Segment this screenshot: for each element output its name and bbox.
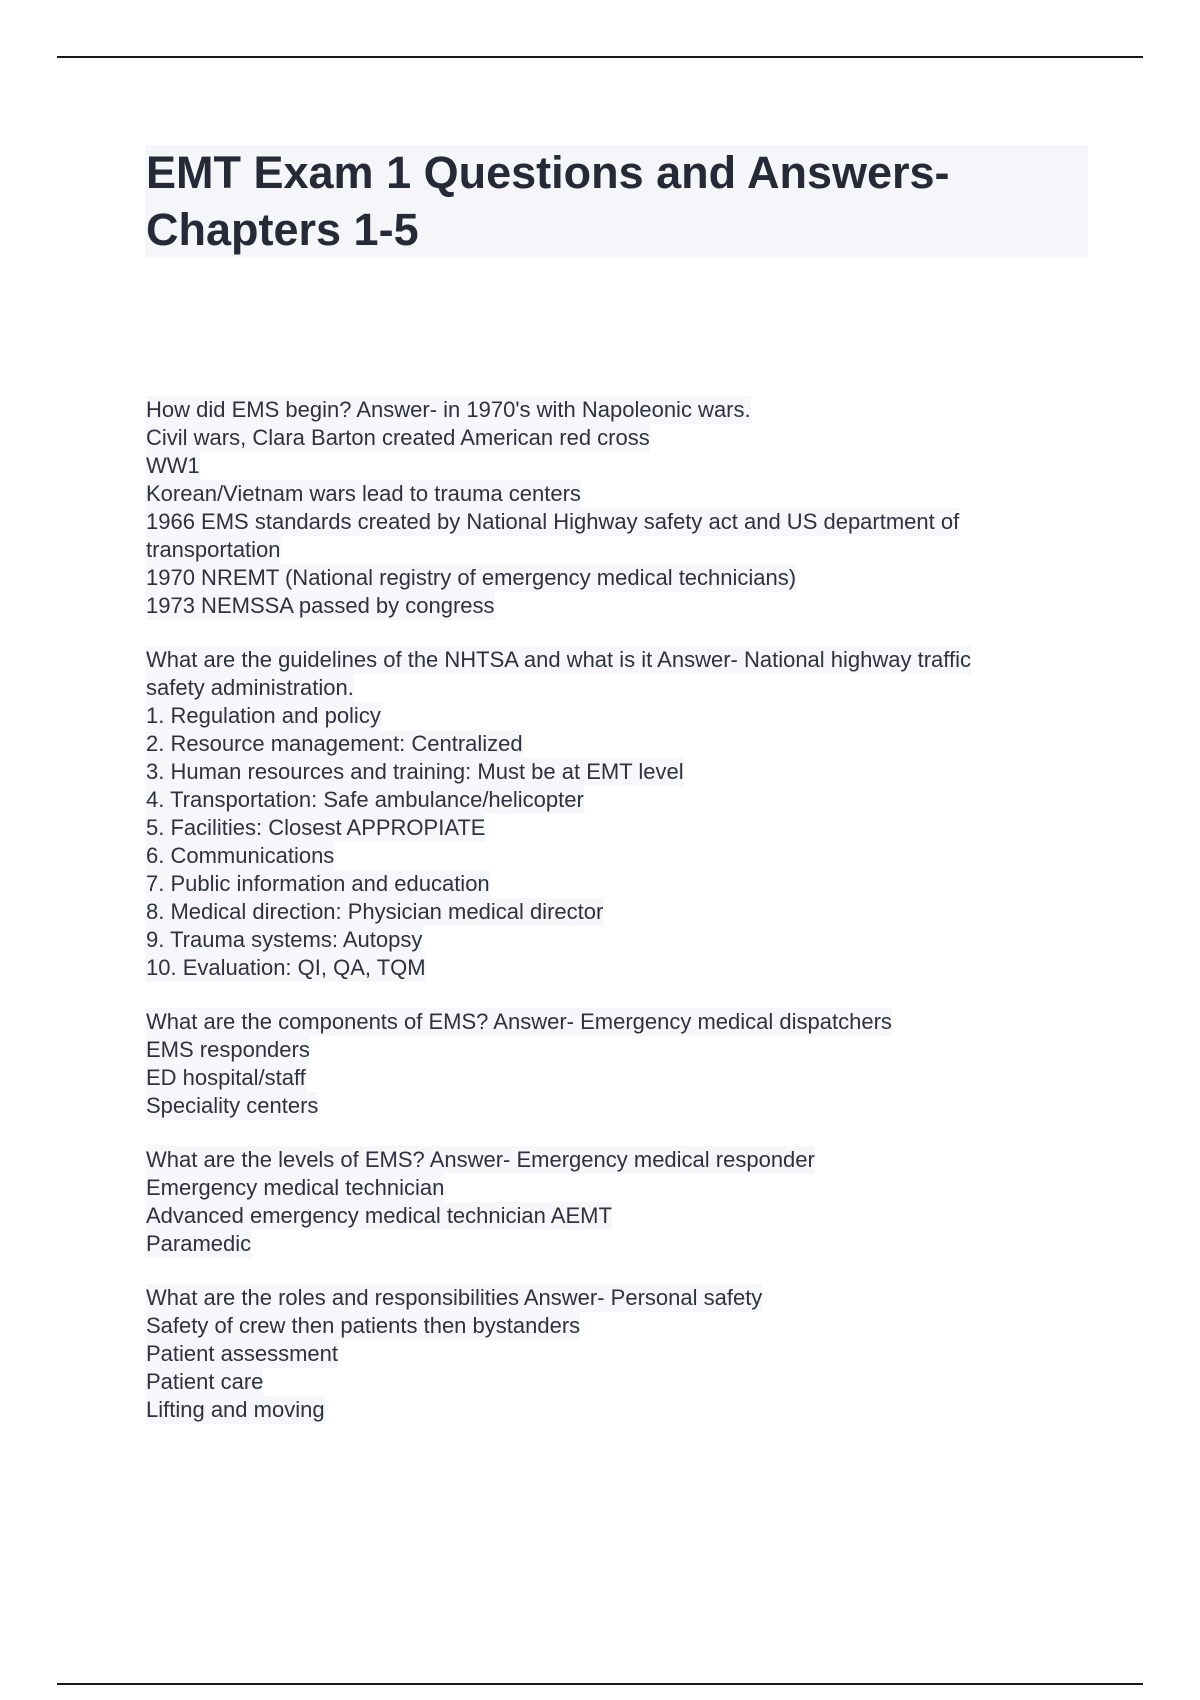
answer-line: Emergency medical technician (146, 1175, 445, 1200)
answer-line: Korean/Vietnam wars lead to trauma centers (146, 481, 581, 506)
answer-line: 1. Regulation and policy (146, 703, 381, 728)
answer-line: Lifting and moving (146, 1397, 325, 1422)
answer-line: 7. Public information and education (146, 871, 490, 896)
qa-block (146, 1146, 1066, 1258)
qa-block (146, 396, 1066, 620)
answer-line: Safety of crew then patients then bystanders (146, 1313, 581, 1338)
answer-line: safety administration. (146, 675, 354, 700)
qa-block (146, 1284, 1066, 1424)
question-line: What are the guidelines of the NHTSA and what is it Answer- National highway traffic (146, 647, 972, 672)
bottom-rule (57, 1683, 1143, 1685)
answer-line: 2. Resource management: Centralized (146, 731, 523, 756)
answer-line: 9. Trauma systems: Autopsy (146, 927, 423, 952)
answer-line: 8. Medical direction: Physician medical director (146, 899, 604, 924)
question-line: What are the components of EMS? Answer- Emergency medical dispatchers (146, 1009, 892, 1034)
answer-line: Advanced emergency medical technician AEMT (146, 1203, 612, 1228)
question-line: How did EMS begin? Answer- in 1970's with Napoleonic wars. (146, 397, 751, 422)
answer-line: Patient care (146, 1369, 264, 1394)
answer-line: 1970 NREMT (National registry of emergency medical technicians) (146, 565, 797, 590)
answer-line: 1973 NEMSSA passed by congress (146, 593, 495, 618)
answer-line: Patient assessment (146, 1341, 338, 1366)
answer-line: 3. Human resources and training: Must be at EMT level (146, 759, 684, 784)
question-line: What are the levels of EMS? Answer- Emergency medical responder (146, 1147, 815, 1172)
answer-line: Civil wars, Clara Barton created American red cross (146, 425, 650, 450)
question-line: What are the roles and responsibilities Answer- Personal safety (146, 1285, 763, 1310)
answer-line: WW1 (146, 453, 200, 478)
answer-line: 10. Evaluation: QI, QA, TQM (146, 955, 426, 980)
qa-block (146, 646, 1066, 982)
answer-line: 4. Transportation: Safe ambulance/helicopter (146, 787, 584, 812)
answer-line: Paramedic (146, 1231, 252, 1256)
document-title: EMT Exam 1 Questions and Answers- Chapters 1-5 (146, 147, 950, 255)
answer-line: transportation (146, 537, 281, 562)
answer-line: 6. Communications (146, 843, 335, 868)
answer-line: 5. Facilities: Closest APPROPIATE (146, 815, 486, 840)
top-rule (57, 56, 1143, 58)
answer-line: ED hospital/staff (146, 1065, 306, 1090)
answer-line: 1966 EMS standards created by National Highway safety act and US department of (146, 509, 960, 534)
answer-line: Speciality centers (146, 1093, 319, 1118)
document-body (146, 396, 1066, 1450)
answer-line: EMS responders (146, 1037, 310, 1062)
qa-block (146, 1008, 1066, 1120)
